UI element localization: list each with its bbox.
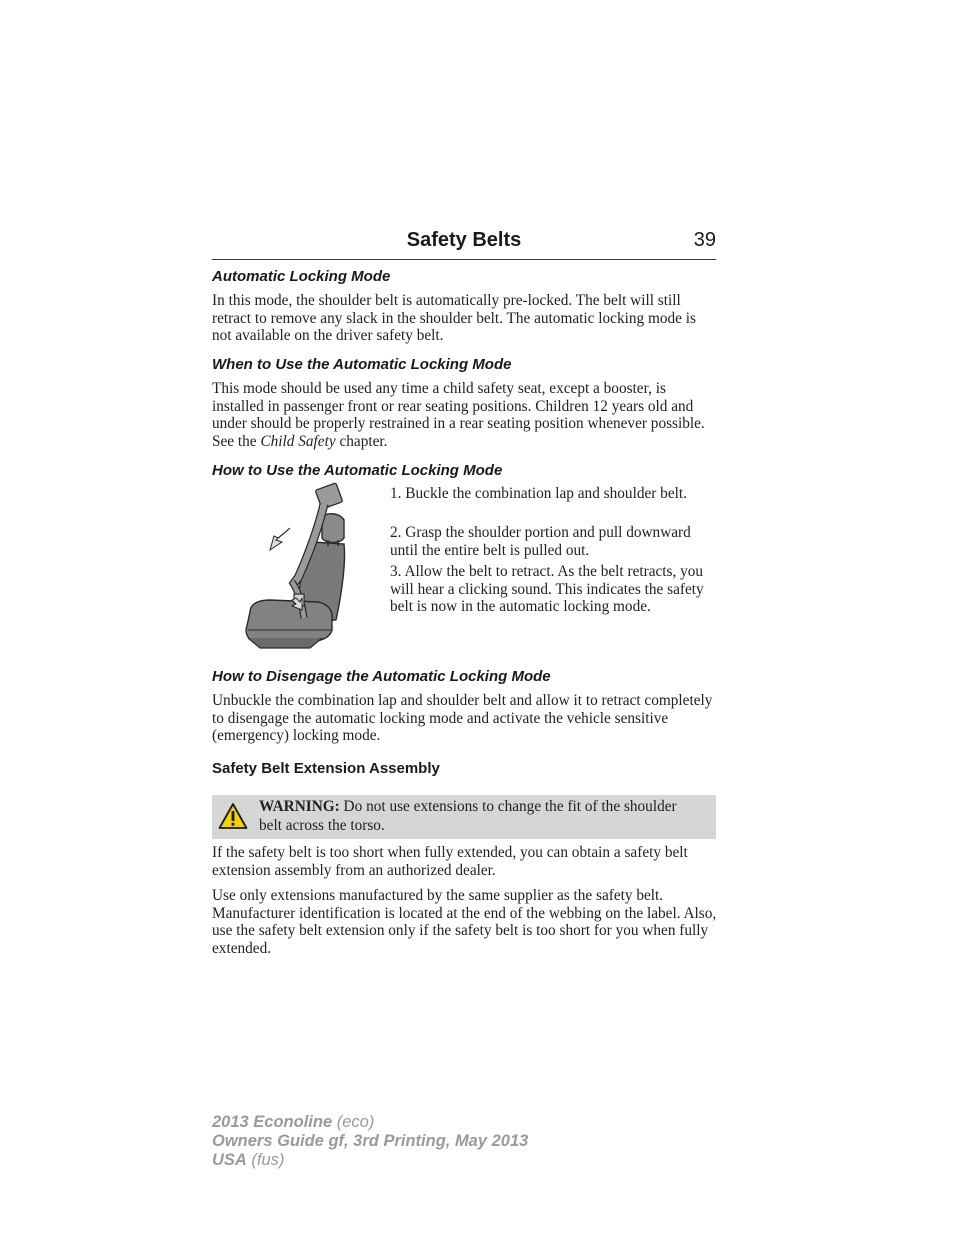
- footer-region: USA: [212, 1151, 247, 1169]
- seat-belt-illustration: [240, 482, 360, 652]
- heading-how-to-disengage: How to Disengage the Automatic Locking Mode: [212, 668, 551, 685]
- paragraph-extension-2: Use only extensions manufactured by the same supplier as the safety belt. Manufacturer identification is located at the end of the webbing on the label. Also, use the safety belt extension only if the safety belt is too short for you when fully extended.: [212, 887, 717, 957]
- paragraph-when-end: chapter.: [335, 432, 388, 450]
- heading-extension-assembly: Safety Belt Extension Assembly: [212, 760, 440, 777]
- footer-model-code: (eco): [332, 1113, 375, 1131]
- page-header: [212, 229, 716, 260]
- paragraph-when-to-use: [212, 380, 718, 450]
- heading-how-to-use: How to Use the Automatic Locking Mode: [212, 462, 503, 479]
- footer-printing: Owners Guide gf, 3rd Printing, May 2013: [212, 1132, 529, 1150]
- warning-triangle-icon: [218, 802, 248, 830]
- warning-box: [212, 795, 716, 839]
- paragraph-when-text: This mode should be used any time a child safety seat, except a booster, is installed in passenger front or rear seating positions. Children 12 years old and under should be properly restrained in a rear seating position whenever possible. See the: [212, 380, 705, 450]
- heading-when-to-use: When to Use the Automatic Locking Mode: [212, 356, 512, 373]
- step-3: 3. Allow the belt to retract. As the belt retracts, you will hear a clicking sound. This indicates the safety belt is now in the automatic locking mode.: [390, 563, 704, 616]
- heading-automatic-locking-mode: Automatic Locking Mode: [212, 268, 391, 285]
- page-number: 39: [693, 229, 716, 251]
- footer-region-code: (fus): [246, 1151, 285, 1169]
- child-safety-reference: Child Safety: [260, 432, 336, 450]
- footer-line-3: [212, 1151, 528, 1170]
- step-1: 1. Buckle the combination lap and shoulder belt.: [390, 485, 687, 502]
- footer-line-2: [212, 1132, 528, 1151]
- warning-label: WARNING:: [259, 798, 340, 815]
- paragraph-disengage: Unbuckle the combination lap and shoulder belt and allow it to retract completely to disengage the automatic locking mode and activate the vehicle sensitive (emergency) locking mode.: [212, 692, 713, 745]
- footer-model: 2013 Econoline: [212, 1113, 333, 1131]
- warning-body: Do not use extensions to change the fit of the shoulder belt across the torso.: [259, 798, 677, 834]
- paragraph-extension-1: If the safety belt is too short when fully extended, you can obtain a safety belt extension assembly from an authorized dealer.: [212, 844, 688, 879]
- paragraph-alm: In this mode, the shoulder belt is automatically pre-locked. The belt will still retract to remove any slack in the shoulder belt. The automatic locking mode is not available on the driver safety belt.: [212, 292, 696, 345]
- page-title: Safety Belts: [406, 229, 522, 251]
- warning-message: [259, 797, 699, 835]
- step-2: 2. Grasp the shoulder portion and pull downward until the entire belt is pulled out.: [390, 524, 691, 559]
- page-footer: [212, 1113, 528, 1170]
- footer-line-1: [212, 1113, 528, 1132]
